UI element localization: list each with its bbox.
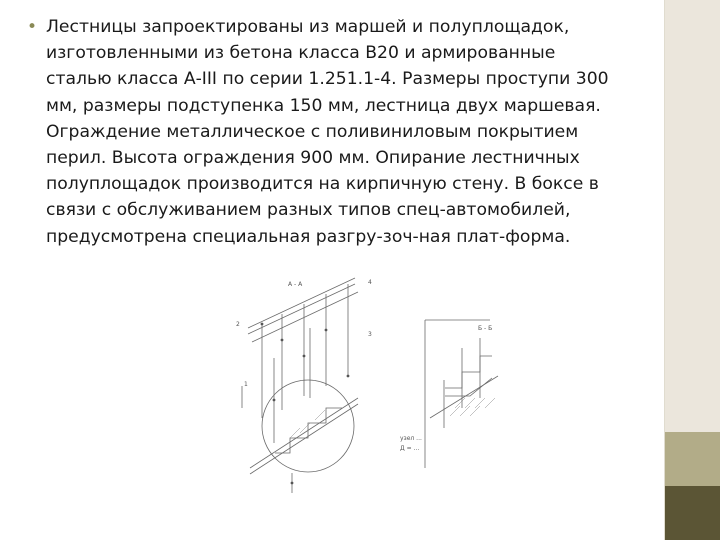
side-stripe-mid	[665, 432, 720, 486]
callout-three: 3	[368, 331, 372, 338]
callout-four: 4	[368, 279, 372, 286]
note-label-2: Д = ...	[400, 445, 420, 452]
callout-one: 2	[236, 321, 240, 328]
section-label-detail: Б - Б	[478, 325, 493, 332]
bullet-text: Лестницы запроектированы из маршей и полуплощадок, изготовленными из бетона класса В20 и армированные сталью класса А-III по серии 1.251.1-4. Размеры проступи 300 мм, размеры подступенка 150 мм, лестница двух маршевая. Ограждение металлическое с поливиниловым покрытием перил. Высота ограждения 900 мм. Опирание лестничных полуплощадок производится на кирпичную стену. В боксе в связи с обслуживанием разных типов спец-автомобилей, предусмотрена специальная разгру-зоч-ная плат-форма.	[46, 17, 609, 247]
stair-railing-drawing	[230, 268, 530, 498]
side-stripe-light	[665, 0, 720, 432]
bullet-paragraph	[27, 14, 621, 250]
callout-one-b: 1	[244, 381, 248, 388]
note-label: узел ...	[400, 435, 422, 442]
bullet-icon: •	[27, 17, 38, 37]
section-label-main: А - А	[288, 281, 303, 288]
side-stripe-dark	[665, 486, 720, 540]
